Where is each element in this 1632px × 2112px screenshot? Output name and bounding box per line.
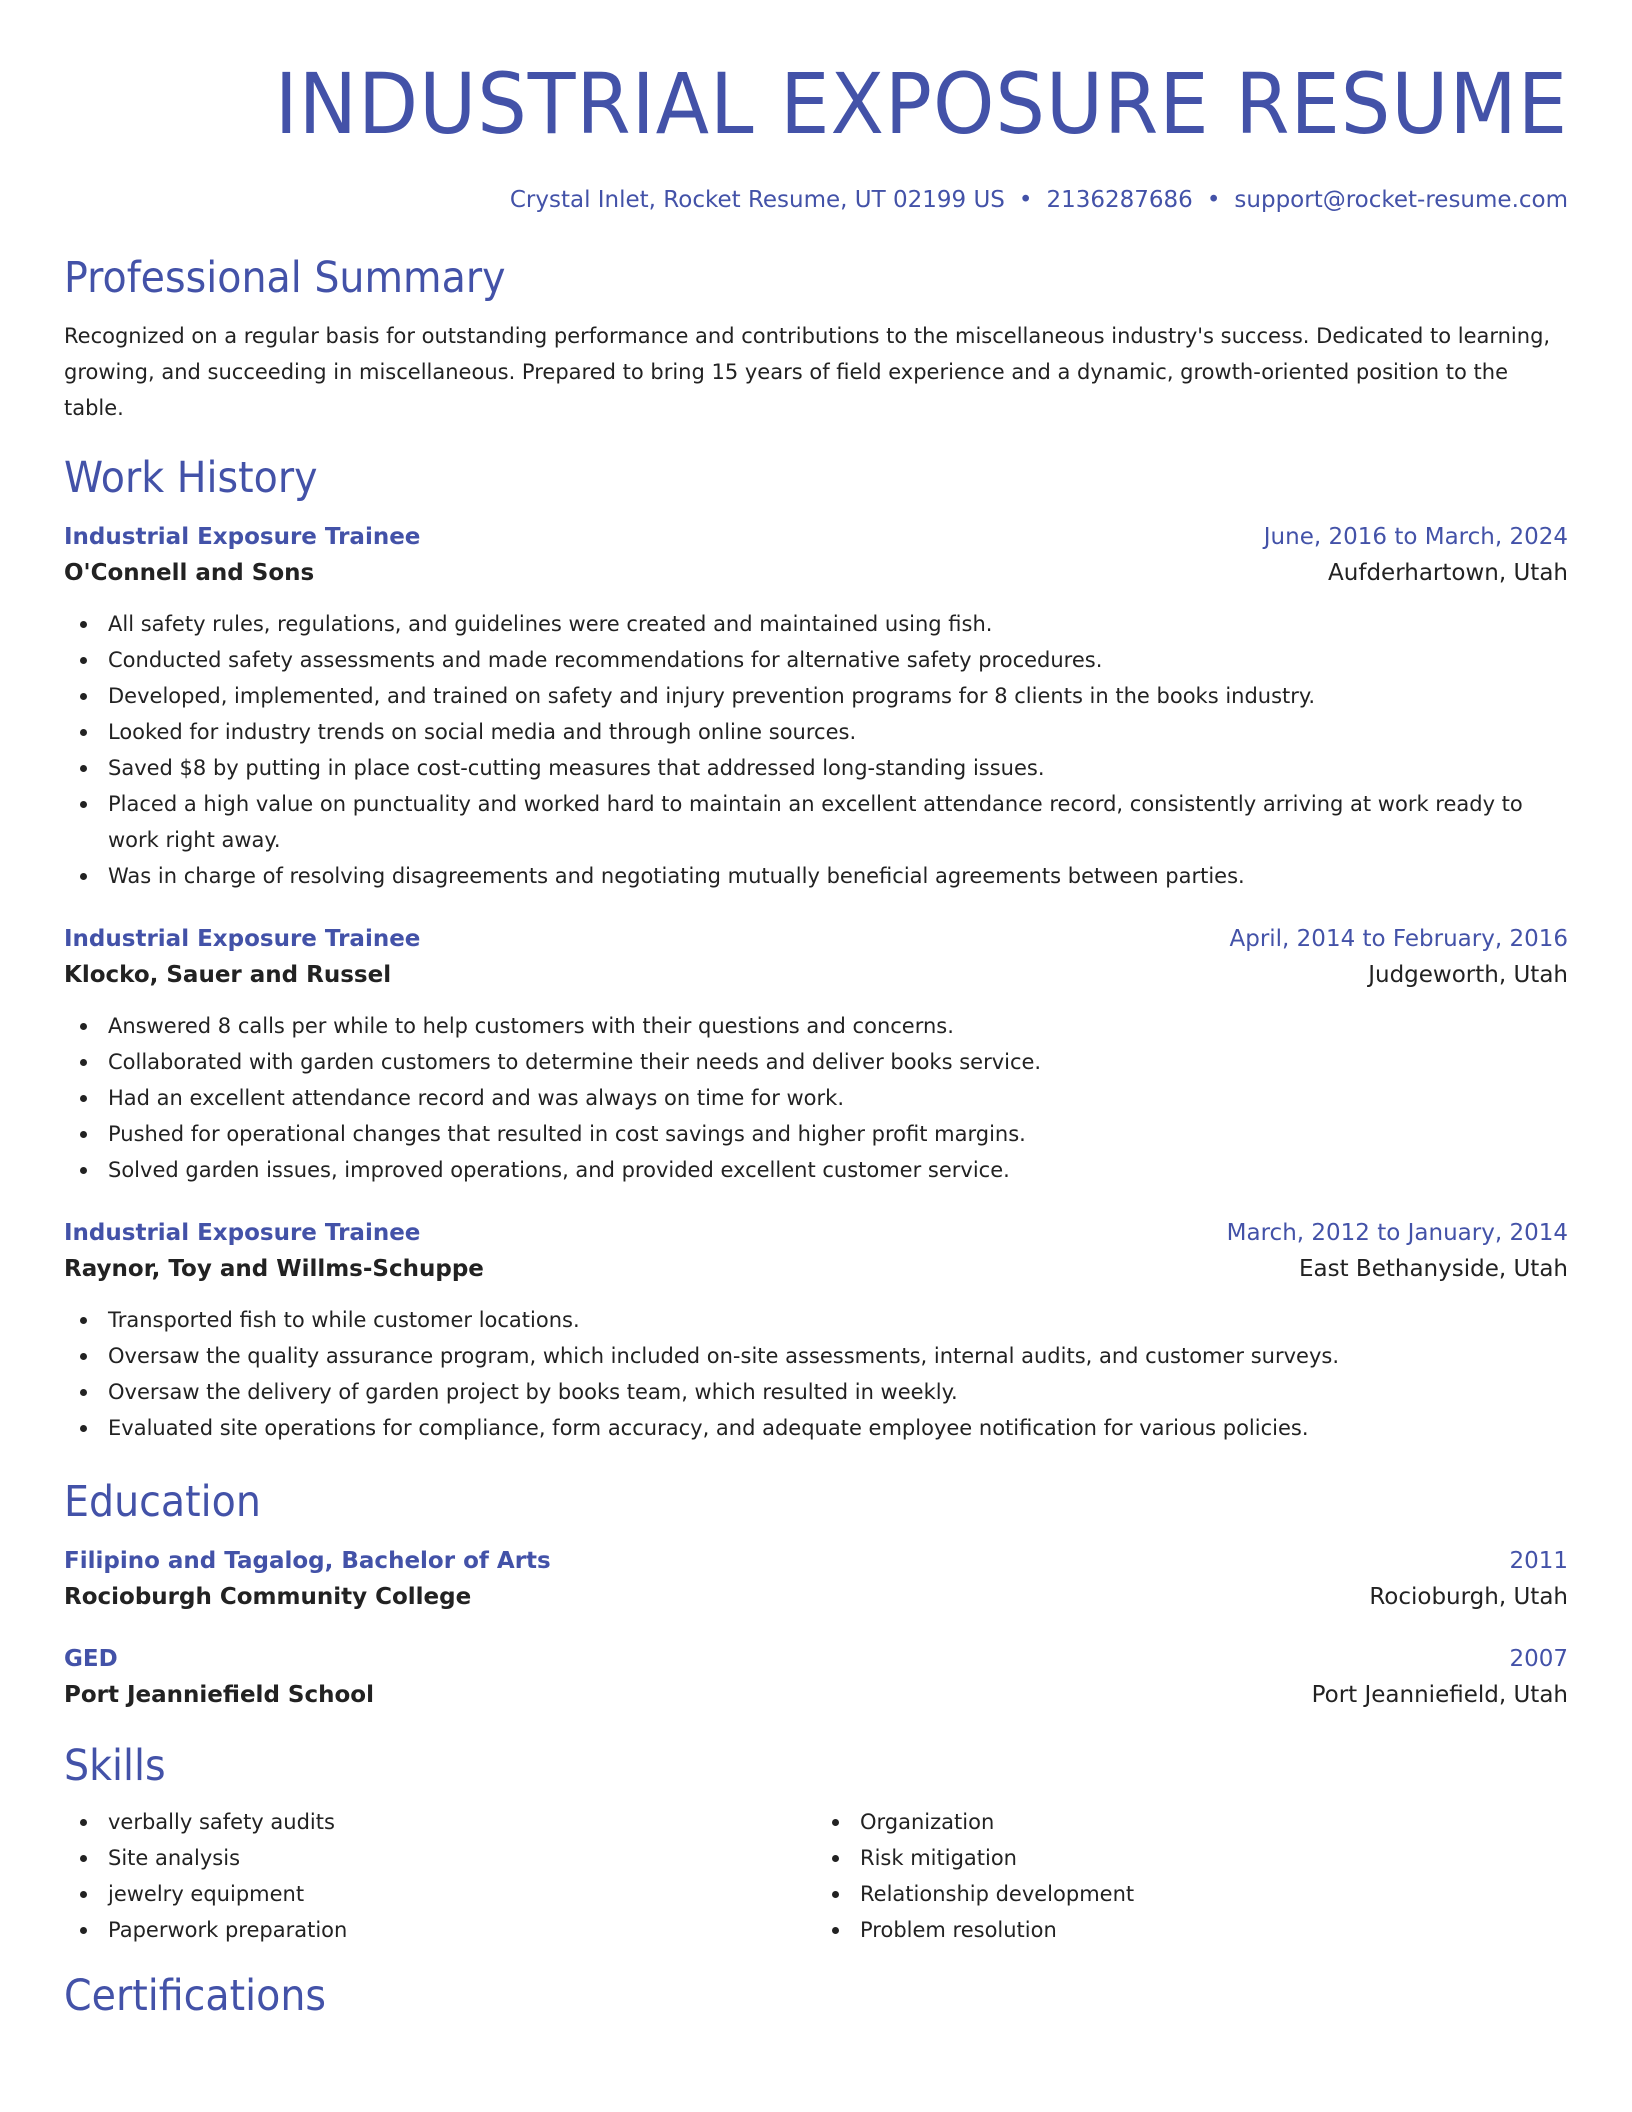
job-bullet: Evaluated site operations for compliance, form accuracy, and adequate employee notification for various policies. <box>108 1410 1568 1446</box>
job-bullet: Oversaw the quality assurance program, which included on-site assessments, internal audits, and customer surveys. <box>108 1338 1568 1374</box>
job-bullet: Answered 8 calls per while to help customers with their questions and concerns. <box>108 1008 1568 1044</box>
job-bullet: Saved $8 by putting in place cost-cutting measures that addressed long-standing issues. <box>108 750 1568 786</box>
job-location: Aufderhartown, Utah <box>1328 560 1568 586</box>
skill-item: Organization <box>860 1804 1568 1840</box>
job-entry <box>64 520 1568 894</box>
skill-item: jewelry equipment <box>108 1876 816 1912</box>
job-bullets <box>64 1302 1568 1446</box>
job-bullet: Placed a high value on punctuality and worked hard to maintain an excellent attendance record, consistently arriving at work ready to work right away. <box>108 786 1568 858</box>
contact-phone: 2136287686 <box>1046 187 1193 213</box>
contact-email: support@rocket-resume.com <box>1234 187 1568 213</box>
employer-name: O'Connell and Sons <box>64 560 315 586</box>
graduation-year: 2011 <box>1509 1548 1568 1574</box>
job-location: East Bethanyside, Utah <box>1298 1256 1568 1282</box>
job-dates: April, 2014 to February, 2016 <box>1229 926 1568 952</box>
graduation-year: 2007 <box>1509 1646 1568 1672</box>
skill-item: Paperwork preparation <box>108 1912 816 1948</box>
skills-list-right <box>816 1804 1568 1948</box>
job-bullet: Oversaw the delivery of garden project by books team, which resulted in weekly. <box>108 1374 1568 1410</box>
skill-item: Site analysis <box>108 1840 816 1876</box>
school-name: Port Jeanniefield School <box>64 1682 374 1708</box>
skills-list-left <box>64 1804 816 1948</box>
job-title: Industrial Exposure Trainee <box>64 524 421 550</box>
job-dates: June, 2016 to March, 2024 <box>1263 524 1568 550</box>
job-bullets <box>64 606 1568 894</box>
summary-section <box>64 250 1568 426</box>
job-bullet: All safety rules, regulations, and guidelines were created and maintained using fish. <box>108 606 1568 642</box>
skills-section <box>64 1738 1568 1948</box>
contact-separator: • <box>1018 187 1033 213</box>
job-bullet: Pushed for operational changes that resulted in cost savings and higher profit margins. <box>108 1116 1568 1152</box>
degree-title: GED <box>64 1646 118 1672</box>
job-bullet: Collaborated with garden customers to determine their needs and deliver books service. <box>108 1044 1568 1080</box>
skills-heading: Skills <box>64 1741 166 1791</box>
skill-item: Relationship development <box>860 1876 1568 1912</box>
job-bullet: Looked for industry trends on social media and through online sources. <box>108 714 1568 750</box>
job-entry <box>64 1216 1568 1446</box>
education-heading: Education <box>64 1477 261 1527</box>
employer-name: Raynor, Toy and Willms-Schuppe <box>64 1256 484 1282</box>
education-entry <box>64 1544 1568 1616</box>
work-history-section <box>64 450 1568 1446</box>
contact-separator: • <box>1206 187 1221 213</box>
school-location: Port Jeanniefield, Utah <box>1311 1682 1568 1708</box>
job-bullets <box>64 1008 1568 1188</box>
job-bullet: Developed, implemented, and trained on safety and injury prevention programs for 8 clients in the books industry. <box>108 678 1568 714</box>
resume-title: INDUSTRIAL EXPOSURE RESUME <box>274 55 1569 153</box>
job-location: Judgeworth, Utah <box>1368 962 1568 988</box>
skill-item: Risk mitigation <box>860 1840 1568 1876</box>
degree-title: Filipino and Tagalog, Bachelor of Arts <box>64 1548 551 1574</box>
education-section <box>64 1474 1568 1714</box>
job-bullet: Had an excellent attendance record and was always on time for work. <box>108 1080 1568 1116</box>
job-bullet: Transported fish to while customer locations. <box>108 1302 1568 1338</box>
summary-text: Recognized on a regular basis for outstanding performance and contributions to the miscellaneous industry's success. Dedicated to learning, growing, and succeeding in miscellaneous. Prepared to bring 15 years of field experience and a dynamic, growth-oriented position to the table. <box>64 324 1551 420</box>
job-bullet: Solved garden issues, improved operations, and provided excellent customer service. <box>108 1152 1568 1188</box>
work-history-heading: Work History <box>64 453 318 503</box>
job-entry <box>64 922 1568 1188</box>
summary-heading: Professional Summary <box>64 253 506 303</box>
skill-item: verbally safety audits <box>108 1804 816 1840</box>
certifications-section <box>64 1968 1568 2024</box>
job-title: Industrial Exposure Trainee <box>64 926 421 952</box>
job-title: Industrial Exposure Trainee <box>64 1220 421 1246</box>
certifications-heading: Certifications <box>64 1971 327 2021</box>
contact-line <box>64 184 1568 216</box>
job-bullet: Conducted safety assessments and made recommendations for alternative safety procedures. <box>108 642 1568 678</box>
school-location: Rocioburgh, Utah <box>1369 1584 1568 1610</box>
job-bullet: Was in charge of resolving disagreements and negotiating mutually beneficial agreements between parties. <box>108 858 1568 894</box>
contact-address: Crystal Inlet, Rocket Resume, UT 02199 US <box>509 187 1005 213</box>
skills-grid <box>64 1804 1568 1948</box>
skill-item: Problem resolution <box>860 1912 1568 1948</box>
school-name: Rocioburgh Community College <box>64 1584 472 1610</box>
employer-name: Klocko, Sauer and Russel <box>64 962 392 988</box>
education-entry <box>64 1642 1568 1714</box>
job-dates: March, 2012 to January, 2014 <box>1226 1220 1568 1246</box>
